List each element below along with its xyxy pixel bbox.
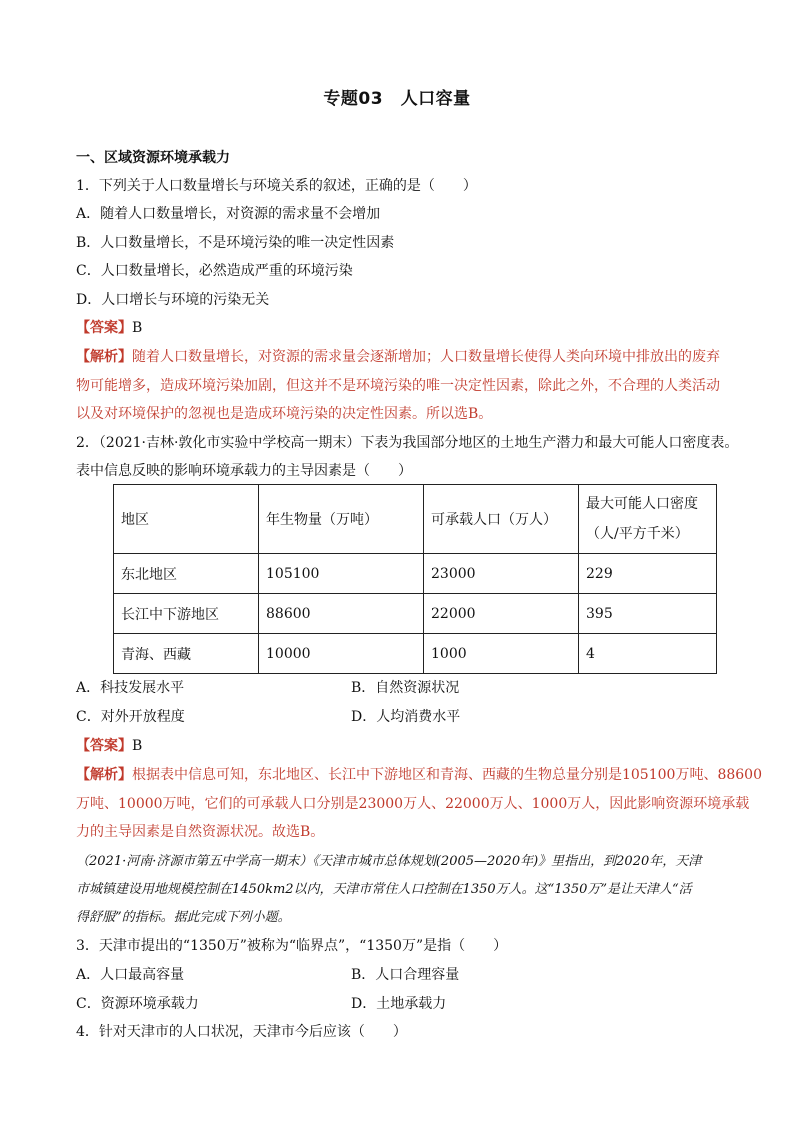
- table-cell: 青海、西藏: [114, 634, 259, 674]
- q2-option-b: B．自然资源状况: [351, 680, 460, 696]
- q2-analysis-line-3: 力的主导因素是自然资源状况。故选B。: [76, 824, 325, 840]
- analysis-label: 【解析】: [76, 767, 132, 783]
- table-row: [114, 634, 717, 674]
- table-cell: 4: [579, 634, 717, 674]
- table-cell: 88600: [259, 594, 424, 634]
- q2-stem-line-1: 2．（2021·吉林·敦化市实验中学校高一期末）下表为我国部分地区的土地生产潜力和最大可能人口密度表。: [76, 435, 739, 451]
- material-line-1: （2021·河南·济源市第五中学高一期末）《天津市城市总体规划(2005—2020年)》里指出，到2020年，天津: [76, 854, 702, 869]
- q2-option-a: A．科技发展水平: [76, 680, 185, 696]
- section-heading: 一、区域资源环境承载力: [76, 150, 230, 166]
- q3-stem: 3．天津市提出的“1350万”被称为“临界点”，“1350万”是指（ ）: [76, 938, 508, 954]
- q2-answer: [76, 736, 142, 756]
- answer-label: 【答案】: [76, 738, 132, 754]
- q2-analysis-line-2: 万吨、10000万吨，它们的可承载人口分别是23000万人、22000万人、1000万人，因此影响资源环境承载: [76, 796, 750, 812]
- answer-label: 【答案】: [76, 320, 132, 336]
- table-row: [114, 554, 717, 594]
- table-cell: 东北地区: [114, 554, 259, 594]
- q1-stem: 1．下列关于人口数量增长与环境关系的叙述，正确的是（ ）: [76, 178, 477, 194]
- table-cell: 10000: [259, 634, 424, 674]
- q3-option-c: C．资源环境承载力: [76, 996, 199, 1012]
- q4-stem: 4．针对天津市的人口状况，天津市今后应该（ ）: [76, 1024, 407, 1040]
- table-header-cell: 年生物量（万吨）: [259, 485, 424, 554]
- table-cell: 长江中下游地区: [114, 594, 259, 634]
- table-cell: 105100: [259, 554, 424, 594]
- q1-option-a: A．随着人口数量增长，对资源的需求量不会增加: [76, 206, 381, 222]
- q1-answer: [76, 318, 142, 338]
- q2-option-d: D．人均消费水平: [351, 709, 461, 725]
- q2-option-c: C．对外开放程度: [76, 709, 185, 725]
- table-cell: 229: [579, 554, 717, 594]
- analysis-label: 【解析】: [76, 349, 132, 365]
- q1-analysis-line-3: 以及对环境保护的忽视也是造成环境污染的决定性因素。所以选B。: [76, 406, 493, 422]
- table-header-cell: 最大可能人口密度（人/平方千米）: [579, 485, 717, 554]
- answer-value: B: [132, 738, 143, 754]
- table-row: [114, 594, 717, 634]
- q1-option-b: B．人口数量增长，不是环境污染的唯一决定性因素: [76, 235, 395, 251]
- q2-stem-line-2: 表中信息反映的影响环境承载力的主导因素是（ ）: [76, 463, 412, 479]
- table-cell: 22000: [424, 594, 579, 634]
- table-header-cell: 地区: [114, 485, 259, 554]
- table-header-cell: 可承载人口（万人）: [424, 485, 579, 554]
- table-cell: 1000: [424, 634, 579, 674]
- data-table: [113, 484, 717, 674]
- analysis-text: 随着人口数量增长，对资源的需求量会逐渐增加；人口数量增长使得人类向环境中排放出的废弃: [132, 349, 720, 365]
- answer-value: B: [132, 320, 143, 336]
- q1-option-d: D．人口增长与环境的污染无关: [76, 292, 270, 308]
- analysis-text: 根据表中信息可知，东北地区、长江中下游地区和青海、西藏的生物总量分别是105100万吨、88600: [132, 767, 762, 783]
- table-cell: 395: [579, 594, 717, 634]
- q3-option-d: D．土地承载力: [351, 996, 447, 1012]
- q2-analysis-line-1: [76, 765, 762, 785]
- page-title: 专题03 人口容量: [323, 89, 471, 109]
- table-cell: 23000: [424, 554, 579, 594]
- q1-analysis-line-2: 物可能增多，造成环境污染加剧，但这并不是环境污染的唯一决定性因素，除此之外，不合理的人类活动: [76, 378, 720, 394]
- q1-option-c: C．人口数量增长，必然造成严重的环境污染: [76, 263, 353, 279]
- q3-option-b: B．人口合理容量: [351, 967, 460, 983]
- material-line-3: 得舒服”的指标。据此完成下列小题。: [76, 910, 291, 925]
- q1-analysis-line-1: [76, 347, 720, 367]
- table-header-row: [114, 485, 717, 554]
- q3-option-a: A．人口最高容量: [76, 967, 185, 983]
- material-line-2: 市城镇建设用地规模控制在1450km2以内，天津市常住人口控制在1350万人。这“1350万”是让天津人“活: [76, 882, 692, 897]
